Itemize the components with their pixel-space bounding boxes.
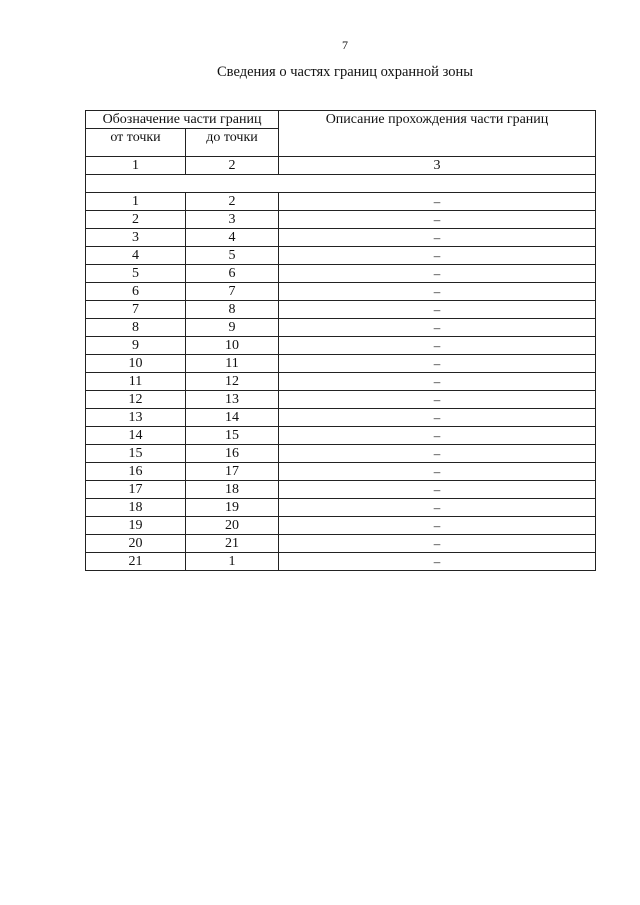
from-point-cell: 18 [86,499,186,517]
from-point-cell: 4 [86,247,186,265]
table-body [86,193,596,571]
from-point-cell: 1 [86,193,186,211]
table-row [86,355,596,373]
description-cell: – [279,265,596,283]
table-row [86,283,596,301]
table-row [86,211,596,229]
table-row [86,517,596,535]
to-point-cell: 10 [186,337,279,355]
description-cell: – [279,409,596,427]
description-cell: – [279,337,596,355]
description-cell: – [279,535,596,553]
to-point-cell: 13 [186,391,279,409]
to-point-cell: 16 [186,445,279,463]
header-boundary-part-designation: Обозначение части границ [86,111,279,129]
to-point-cell: 4 [186,229,279,247]
from-point-cell: 6 [86,283,186,301]
from-point-cell: 2 [86,211,186,229]
from-point-cell: 5 [86,265,186,283]
header-from-point: от точки [86,129,186,157]
description-cell: – [279,481,596,499]
spacer-cell [86,175,596,193]
table-header [86,111,596,193]
table-row [86,265,596,283]
to-point-cell: 1 [186,553,279,571]
to-point-cell: 5 [186,247,279,265]
header-row-group [86,111,596,129]
to-point-cell: 11 [186,355,279,373]
description-cell: – [279,463,596,481]
table-row [86,337,596,355]
description-cell: – [279,373,596,391]
description-cell: – [279,247,596,265]
column-number-3: 3 [279,157,596,175]
from-point-cell: 9 [86,337,186,355]
table-row [86,409,596,427]
from-point-cell: 7 [86,301,186,319]
from-point-cell: 19 [86,517,186,535]
description-cell: – [279,283,596,301]
table-row [86,445,596,463]
table-row [86,427,596,445]
to-point-cell: 2 [186,193,279,211]
to-point-cell: 17 [186,463,279,481]
from-point-cell: 20 [86,535,186,553]
description-cell: – [279,229,596,247]
spacer-row [86,175,596,193]
to-point-cell: 8 [186,301,279,319]
description-cell: – [279,211,596,229]
boundary-parts-table [85,110,596,571]
table-row [86,499,596,517]
to-point-cell: 14 [186,409,279,427]
from-point-cell: 10 [86,355,186,373]
description-cell: – [279,553,596,571]
table-row [86,391,596,409]
header-description: Описание прохождения части границ [279,111,596,157]
to-point-cell: 19 [186,499,279,517]
table-row [86,463,596,481]
from-point-cell: 12 [86,391,186,409]
description-cell: – [279,427,596,445]
table-row [86,535,596,553]
table-row [86,301,596,319]
from-point-cell: 11 [86,373,186,391]
description-cell: – [279,517,596,535]
description-cell: – [279,445,596,463]
from-point-cell: 16 [86,463,186,481]
header-to-point: до точки [186,129,279,157]
to-point-cell: 18 [186,481,279,499]
from-point-cell: 17 [86,481,186,499]
description-cell: – [279,355,596,373]
from-point-cell: 21 [86,553,186,571]
to-point-cell: 6 [186,265,279,283]
description-cell: – [279,391,596,409]
table-row [86,481,596,499]
table-row [86,553,596,571]
column-number-1: 1 [86,157,186,175]
table-row [86,193,596,211]
description-cell: – [279,319,596,337]
to-point-cell: 9 [186,319,279,337]
column-number-2: 2 [186,157,279,175]
from-point-cell: 3 [86,229,186,247]
table-row [86,229,596,247]
from-point-cell: 15 [86,445,186,463]
description-cell: – [279,301,596,319]
from-point-cell: 8 [86,319,186,337]
table-row [86,373,596,391]
to-point-cell: 21 [186,535,279,553]
from-point-cell: 14 [86,427,186,445]
table-row [86,247,596,265]
column-number-row [86,157,596,175]
to-point-cell: 15 [186,427,279,445]
from-point-cell: 13 [86,409,186,427]
page-number: 7 [342,38,348,52]
to-point-cell: 3 [186,211,279,229]
to-point-cell: 7 [186,283,279,301]
table-row [86,319,596,337]
document-title: Сведения о частях границ охранной зоны [217,64,473,80]
description-cell: – [279,193,596,211]
to-point-cell: 12 [186,373,279,391]
description-cell: – [279,499,596,517]
to-point-cell: 20 [186,517,279,535]
